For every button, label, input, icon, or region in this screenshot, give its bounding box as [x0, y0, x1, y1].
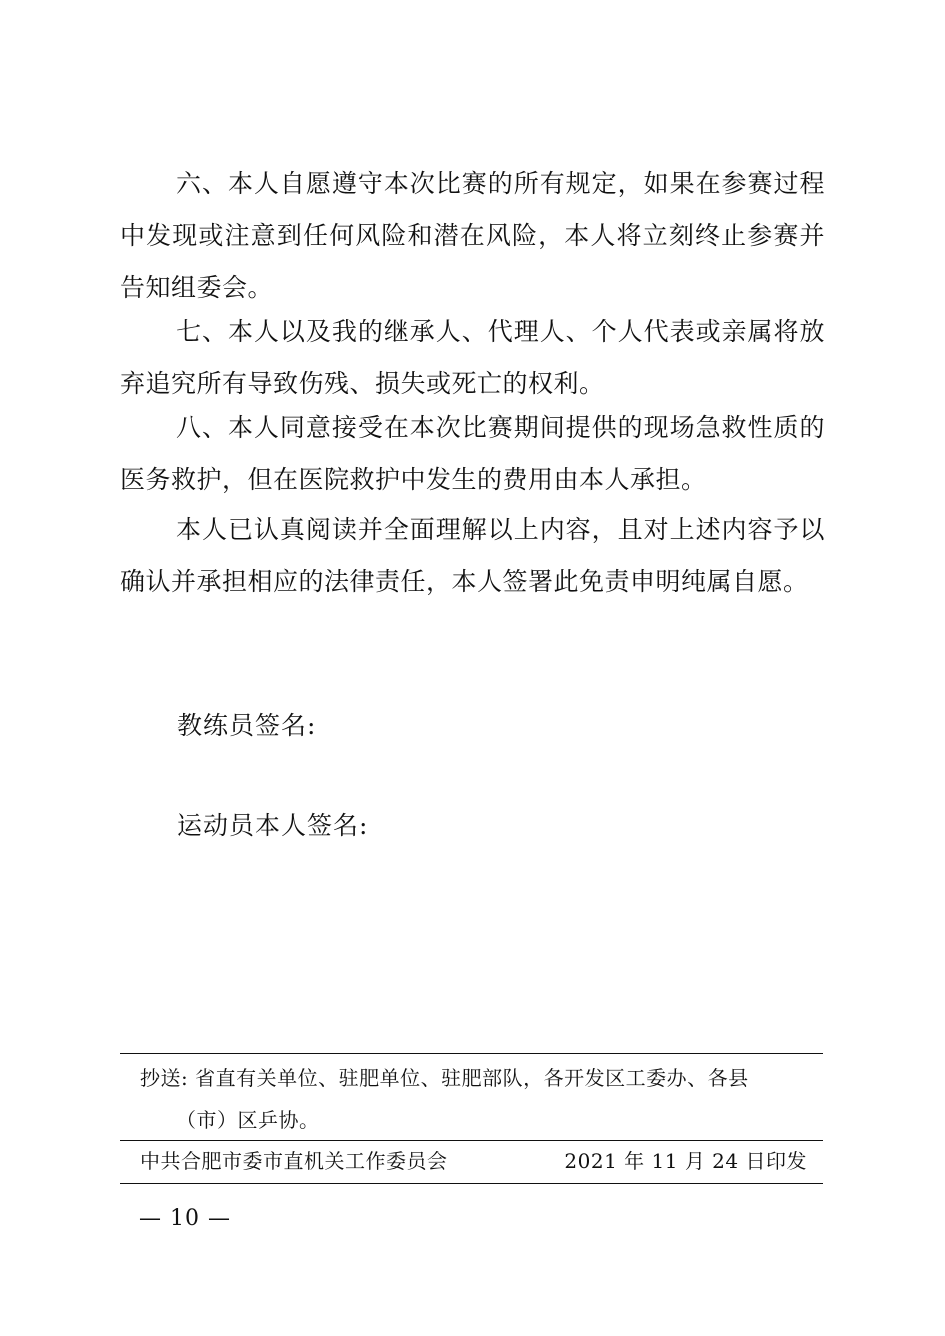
cc-recipients-line2: （市）区乒协。 [176, 1108, 320, 1132]
footer-bottom-rule [120, 1183, 823, 1184]
issuing-organization: 中共合肥市委市直机关工作委员会 [140, 1149, 448, 1173]
clause-six-paragraph: 六、本人自愿遵守本次比赛的所有规定，如果在参赛过程中发现或注意到任何风险和潜在风险，本人将立刻终止参赛并告知组委会。 [120, 169, 825, 302]
clause-seven-paragraph: 七、本人以及我的继承人、代理人、个人代表或亲属将放弃追究所有导致伤残、损失或死亡的权利。 [120, 317, 825, 398]
footer-top-rule [120, 1053, 823, 1054]
page-number: — 10 — [139, 1206, 231, 1231]
confirmation-paragraph: 本人已认真阅读并全面理解以上内容，且对上述内容予以确认并承担相应的法律责任，本人签署此免责申明纯属自愿。 [120, 515, 825, 596]
clause-eight-paragraph: 八、本人同意接受在本次比赛期间提供的现场急救性质的医务救护，但在医院救护中发生的费用由本人承担。 [120, 413, 825, 494]
issue-date: 2021 年 11 月 24 日印发 [564, 1149, 807, 1173]
coach-signature-label: 教练员签名: [177, 711, 317, 740]
cc-recipients-line1: 省直有关单位、驻肥单位、驻肥部队，各开发区工委办、各县 [195, 1066, 749, 1090]
cc-label: 抄送: [140, 1066, 189, 1090]
athlete-signature-label: 运动员本人签名: [177, 811, 369, 840]
cc-distribution [140, 1060, 820, 1138]
footer-middle-rule [120, 1140, 823, 1141]
